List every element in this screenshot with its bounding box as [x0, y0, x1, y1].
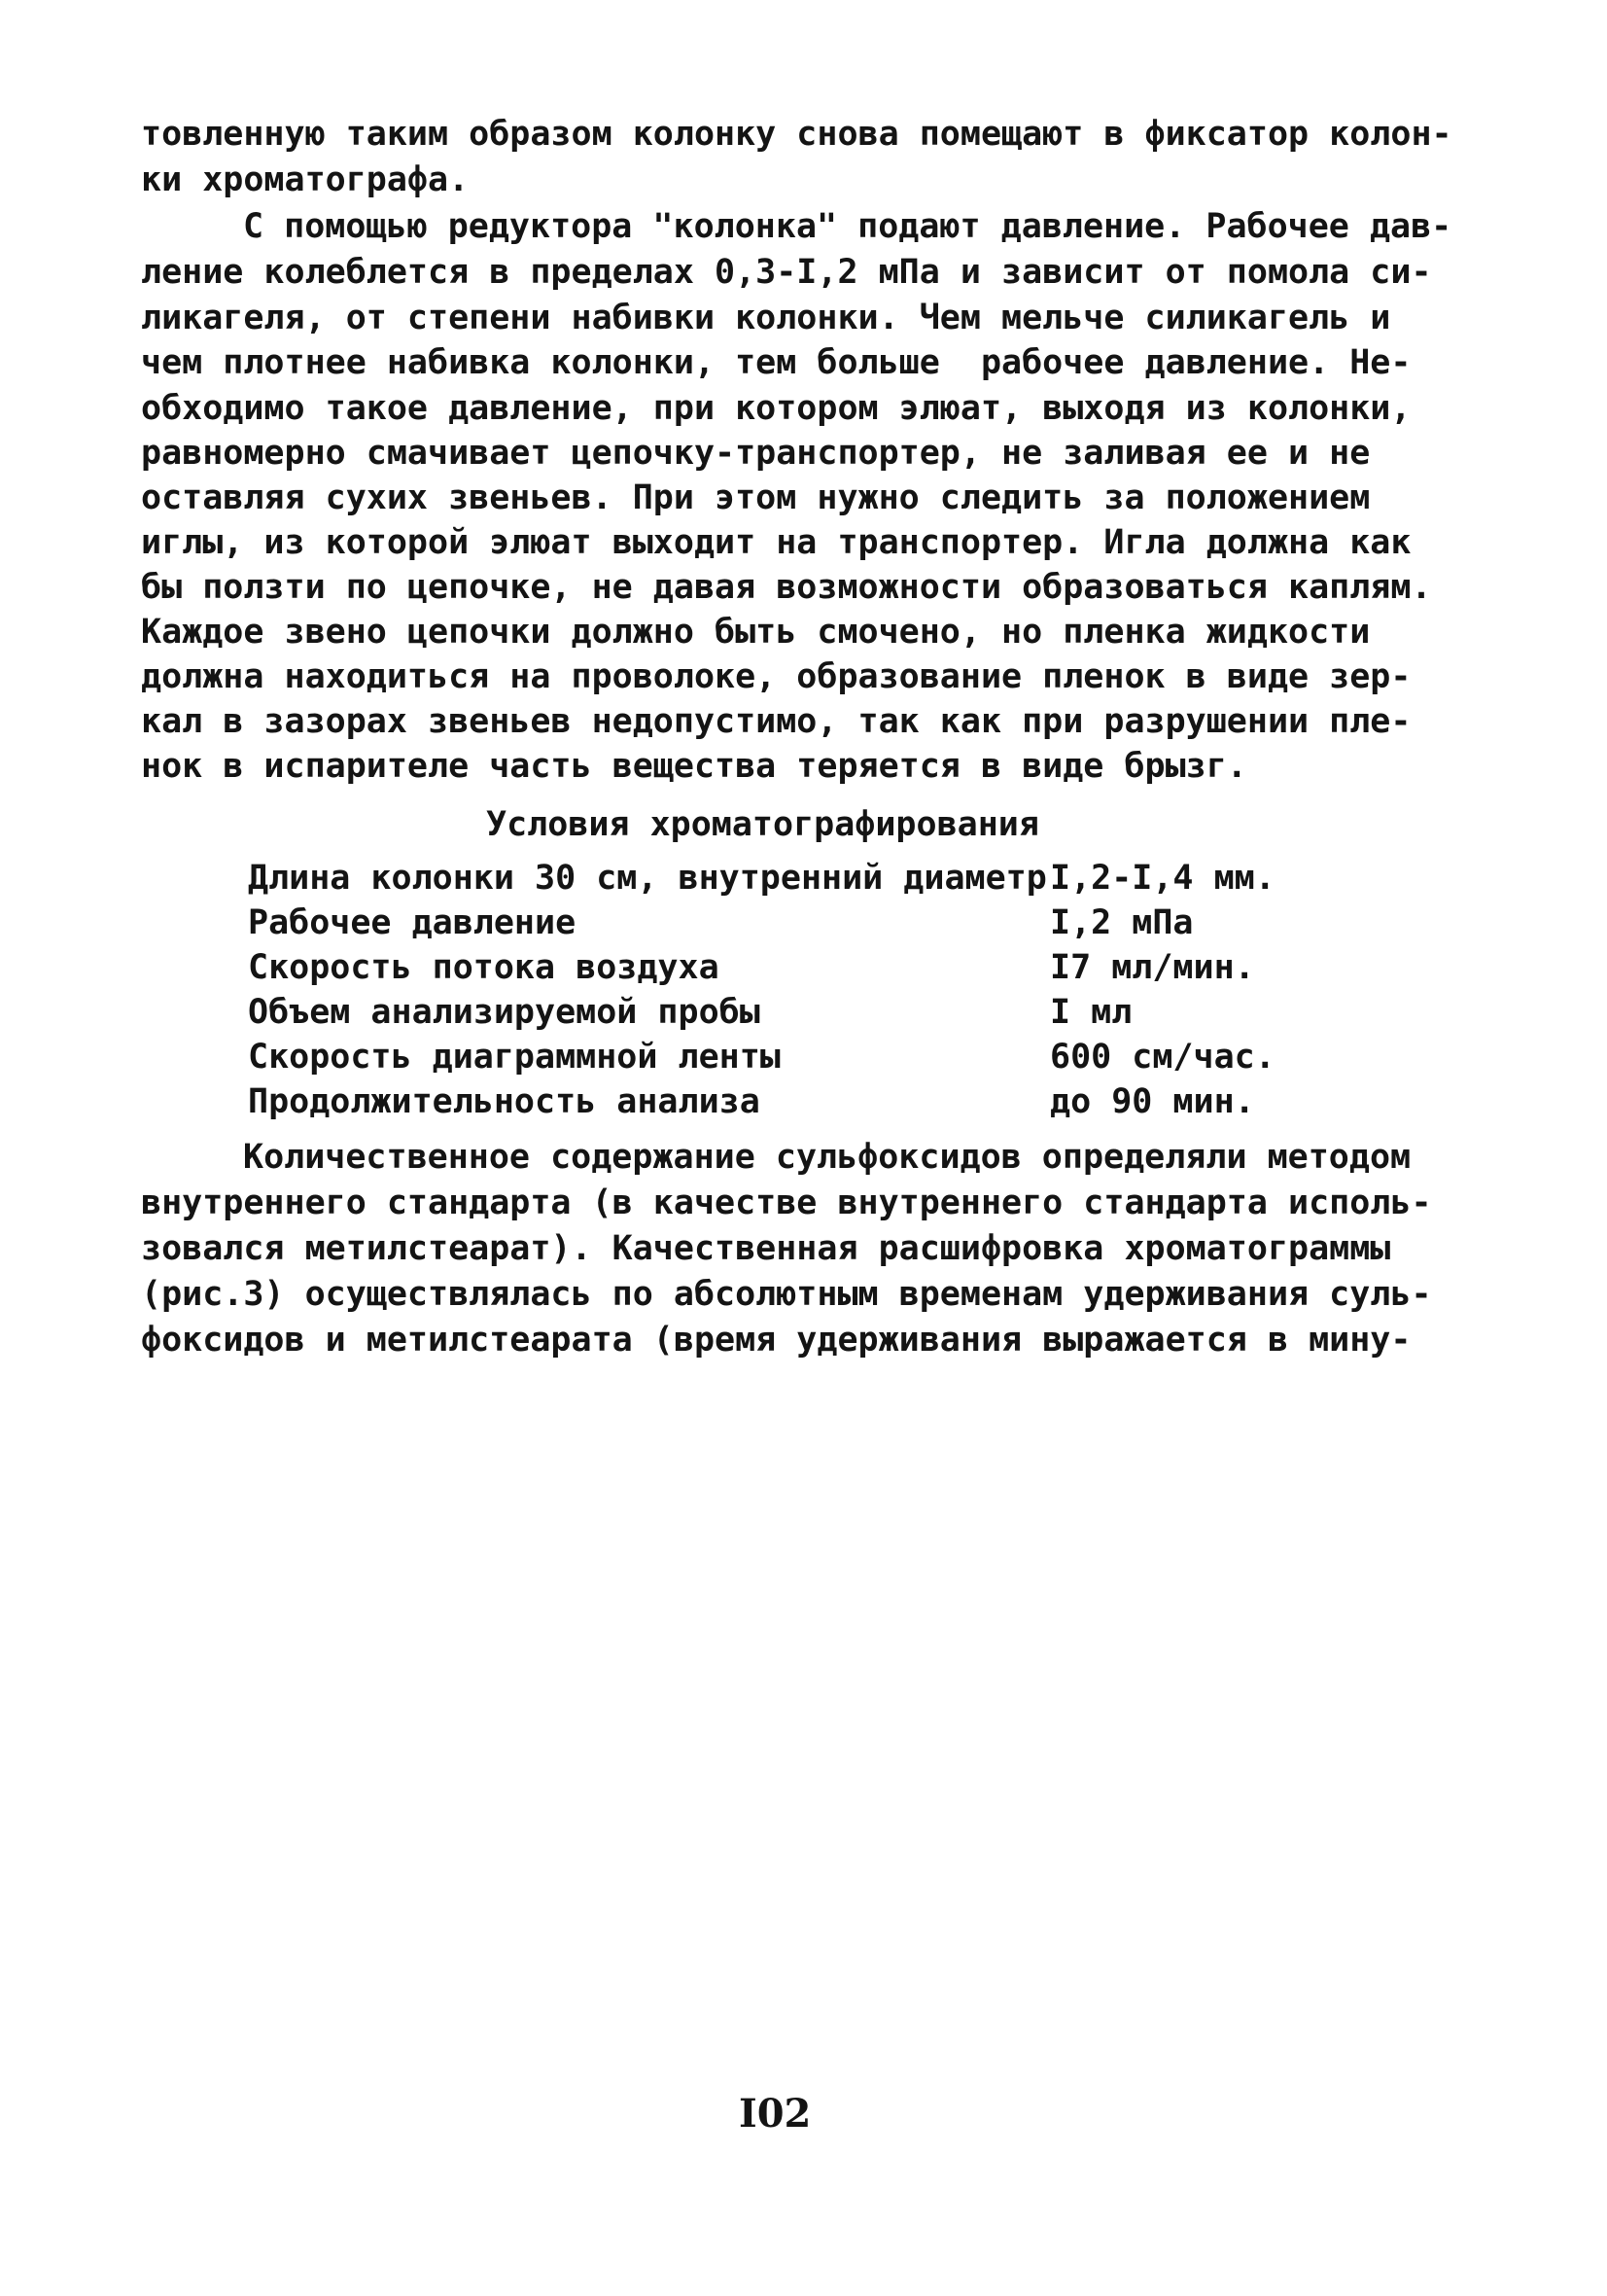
condition-value: до 90 мин. [1050, 1082, 1255, 1121]
text-line: товленную таким образом колонку снова помещают в фиксатор колон- [141, 115, 1452, 154]
condition-label: Скорость потока воздуха [248, 948, 719, 987]
text-line: ликагеля, от степени набивки колонки. Чем мельче силикагель и [141, 299, 1391, 337]
condition-label: Длина колонки 30 см, внутренний диаметр [248, 859, 1047, 898]
text-line: (рис.3) осуществлялась по абсолютным временам удерживания суль- [141, 1275, 1432, 1314]
condition-label: Скорость диаграммной ленты [248, 1038, 781, 1077]
text-line: нок в испарителе часть вещества теряется в виде брызг. [141, 747, 1247, 786]
text-line: Каждое звено цепочки должно быть смочено, но пленка жидкости [141, 613, 1371, 652]
text-line: зовался метилстеарат). Качественная расшифровка хроматограммы [141, 1229, 1391, 1268]
text-line: фоксидов и метилстеарата (время удерживания выражается в мину- [141, 1321, 1412, 1360]
condition-label: Продолжительность анализа [248, 1082, 760, 1121]
condition-value: I мл [1050, 993, 1133, 1032]
section-heading: Условия хроматографирования [486, 805, 1039, 844]
text-line: оставляя сухих звеньев. При этом нужно следить за положением [141, 478, 1371, 517]
text-line: бы ползти по цепочке, не давая возможности образоваться каплям. [141, 568, 1432, 607]
text-line: чем плотнее набивка колонки, тем больше рабочее давление. Не- [141, 343, 1412, 382]
page-number: I02 [739, 2091, 812, 2137]
text-line: равномерно смачивает цепочку-транспортер, не заливая ее и не [141, 434, 1371, 473]
text-line: Количественное содержание сульфоксидов определяли методом [243, 1138, 1412, 1177]
text-line: ки хроматографа. [141, 160, 470, 199]
text-line: ление колеблется в пределах 0,3-I,2 мПа и зависит от помола си- [141, 253, 1432, 292]
condition-value: I7 мл/мин. [1050, 948, 1255, 987]
condition-value: 600 см/час. [1050, 1038, 1275, 1077]
condition-label: Объем анализируемой пробы [248, 993, 760, 1032]
text-line: внутреннего стандарта (в качестве внутреннего стандарта исполь- [141, 1183, 1432, 1222]
text-line: иглы, из которой элюат выходит на транспортер. Игла должна как [141, 523, 1412, 562]
text-line: кал в зазорах звеньев недопустимо, так как при разрушении пле- [141, 702, 1412, 741]
text-line: должна находиться на проволоке, образование пленок в виде зер- [141, 657, 1412, 696]
text-line: обходимо такое давление, при котором элюат, выходя из колонки, [141, 389, 1412, 428]
text-line: С помощью редуктора "колонка" подают давление. Рабочее дав- [243, 207, 1452, 246]
condition-value: I,2 мПа [1050, 903, 1194, 942]
condition-label: Рабочее давление [248, 903, 576, 942]
condition-value: I,2-I,4 мм. [1050, 859, 1275, 898]
